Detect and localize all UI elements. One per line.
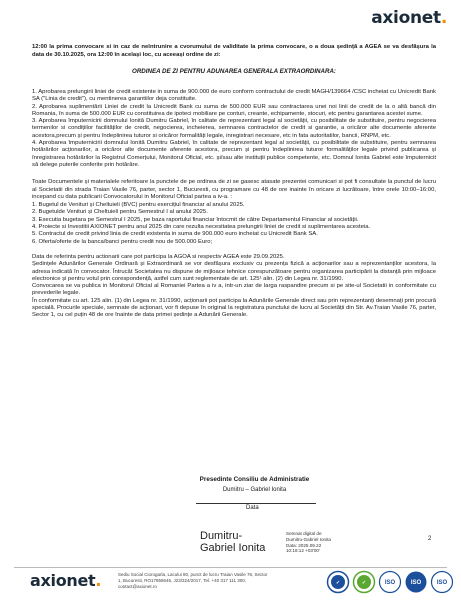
reference-date-note: Data de referinta pentru actionarii care pot participa la AGOA si respectiv AGEA este 29.09.2025. bbox=[32, 253, 285, 260]
agenda-item: 4. Aprobarea împuternicirii domnului Ionită Dumitru Gabriel, în calitate de reprezentant legal al societății, cu posibilitate de substituire, pentru semnarea hotărârilor acționarilor, a oricăror alte documente aferente acestora, precum și pentru îndeplinirea tuturor formalităților legale privind publicarea și înregistrarea hotărârilor la Registrul Comerțului, Monitorul Oficial, etc. și/sau alte instituții publice competente, etc. Domnul Ionita Gabriel este împuternicit să delege puterile conferite prin hotărâre. bbox=[32, 140, 436, 168]
agenda-heading: ORDINEA DE ZI PENTRU ADUNAREA GENERALA EXTRAORDINARA: bbox=[132, 68, 336, 75]
document-item: 1. Bugetul de Venituri și Cheltuieli (BVC) pentru exercițiul financiar al anului 2025. bbox=[32, 202, 245, 209]
document-item: 4. Proiecte si Investitii AXIONET pentru anul 2025 din care rezulta necesitatea prelungirii liniei de credit si suplimentarea acesteia. bbox=[32, 224, 371, 231]
document-item: 2. Bugetulde Venituri și Cheltuieli pentru Semestrul I al anului 2025. bbox=[32, 209, 208, 216]
signatory-title: Presedinte Consiliu de Administratie bbox=[199, 476, 310, 483]
iso-label: ISO bbox=[384, 580, 396, 586]
axionet-logo-footer: axionet. bbox=[30, 571, 102, 590]
agenda-item: 2. Aprobarea suplimentării Liniei de credit la Unicredit Bank cu suma de 500.000 EUR sau contractarea unei noi linii de credit de la o altă bancă din Romania, în suma de 500.000 EUR cu constituirea de ipoteci mobiliare pe conturi, creante, echipamente, stocuri, etc pentru garantarea acestei sume. bbox=[32, 103, 436, 117]
date-label: Data bbox=[246, 505, 259, 511]
logo-dot: . bbox=[440, 8, 447, 28]
attendance-note: Ședințele Adunărilor Generale Ordinară și Extraordinară se vor desfășura exclusiv cu prezența fizică a acționarilor sau a reprezentanților acestora, la adresa indicată în convocator. Întrucât Societatea nu dispune de mijloace tehnice corespunzătoare pentru organizarea participării la distanță prin mijloace electronice și pentru votul prin corespondență, astfel cum sunt reglementate de art. 125¹ alin. (2) din Legea nr. 31/1990. bbox=[32, 261, 436, 282]
agenda-item: 1. Aprobarea prelungirii liniei de credit existente in suma de 900.000 de euro conform contractului de credit MAGH/139664 /CSC incheiat cu Unicredit Bank SA ("Linia de credit"), cu mentinerea garantiilor deja constituite. bbox=[32, 89, 436, 103]
certification-logos bbox=[326, 570, 454, 596]
digital-signature bbox=[200, 530, 400, 560]
document-item: 5. Contractul de credit privind linia de credit existenta in suma de 900.000 euro incheiat cu Unicredit Bank SA. bbox=[32, 231, 318, 238]
iso-badge-icon bbox=[404, 570, 428, 594]
intro-paragraph: 12:00 la prima convocare si in caz de neîntrunire a cvorumului de validitate la prima convocare, o a doua ședință a AGEA se va desfășura la data de 30.10.2025, ora 12:00 în același loc, cu aceeași ordine de zi: bbox=[32, 44, 436, 58]
iso-badge-icon bbox=[378, 570, 402, 594]
digital-signature-name: Dumitru- Gabriel Ionita bbox=[200, 530, 266, 554]
signatory-name: Dumitru – Gabriel Ionita bbox=[222, 487, 287, 493]
publication-note: Convocarea se va publica in Monitorul Oficial al Romaniei Partea a iv a, intr-un ziar de larga raspandire precum si pe site-ul Societatii in conformitate cu prevederile legale. bbox=[32, 283, 436, 297]
svg-text:✓: ✓ bbox=[361, 580, 367, 586]
document-item: 3. Executia bugetara pe Semestrul I 2025, pe baza raportului financiar întocmit de către Departamentul Financiar al societății. bbox=[32, 216, 359, 223]
agenda-item: 3. Aprobarea împuternicirii domnului Ionită Dumitru Gabriel, în calitate de reprezentant legal al societății, cu posibilitate de substituire, pentru negocierea termenilor si condițiilor facilităților de credit, negocierea, incheierea, semnarea contractelor de credit si garantie, a oricăror alte documente aferente acestora,precum și pentru îndeplinirea tuturor si oricăror formalități legale, inregistrari necesare, etc in fata autoritatilor, bancii, RNPM, etc. bbox=[32, 118, 436, 139]
certification-badge-icon bbox=[326, 570, 350, 594]
documents-paragraph: Toate Documentele și materialele referitoare la punctele de pe ordinea de zi se gasesc atasate prezentei comunicari si pot fi consultate la punctul de lucru al Societatii din strada Traian Vasile 76, parter, sector 1, Bucuresti, cu programare cu 48 de ore inainte în oricare zi lucrătoare, între orele 10:00–16:00, incepand cu data publicarii Convocatorului in Monitorul Oficial partea a iv-a. : bbox=[32, 179, 436, 200]
notes-section bbox=[32, 254, 436, 320]
footer-address: Sediu Social Ciorogarla, Lacului 80, punct de lucru Traian Vasile 76, Sector 1, Bucuresti, RO17858646, J23/324/2017, Tel. +40 317 111 300, contact@axionet.ro bbox=[118, 572, 268, 589]
footer-divider bbox=[14, 567, 447, 568]
iso-label: ISO bbox=[436, 580, 448, 586]
logo-wordmark: axionet bbox=[371, 8, 441, 28]
date-signature-line bbox=[196, 503, 316, 504]
agenda-items bbox=[32, 89, 436, 169]
certification-badge-icon bbox=[352, 570, 376, 594]
proxy-note: În conformitate cu art. 125 alin. (1) din Legea nr. 31/1990, acționarii pot participa la Adunările Generale direct sau prin reprezentanți desemnați prin procură specială. Procurile speciale, semnate de acționari, vor fi depuse în original la registratura punctului de lucru al Societății din Str. Av.Traian Vasile 76, parter, Sector 1, cu cel puțin 48 de ore înainte de data primei ședințe a Adunării Generale. bbox=[32, 297, 436, 319]
document-body bbox=[32, 44, 436, 320]
iso-label: ISO bbox=[410, 580, 422, 586]
document-list bbox=[32, 202, 436, 246]
iso-badge-icon bbox=[430, 570, 454, 594]
page-number: 2 bbox=[428, 536, 432, 542]
document-item: 6. Oferta/oferte de la banca/banci pentru credit nou de 500.000 Euro; bbox=[32, 238, 213, 245]
signature-block bbox=[0, 476, 461, 511]
digital-signature-meta: Semnat digital de Dumitru-Gabriel Ionita Data: 2025.09.22 10:18:12 +03'00' bbox=[286, 531, 331, 554]
svg-text:✓: ✓ bbox=[335, 580, 341, 586]
axionet-logo-header bbox=[371, 8, 447, 28]
